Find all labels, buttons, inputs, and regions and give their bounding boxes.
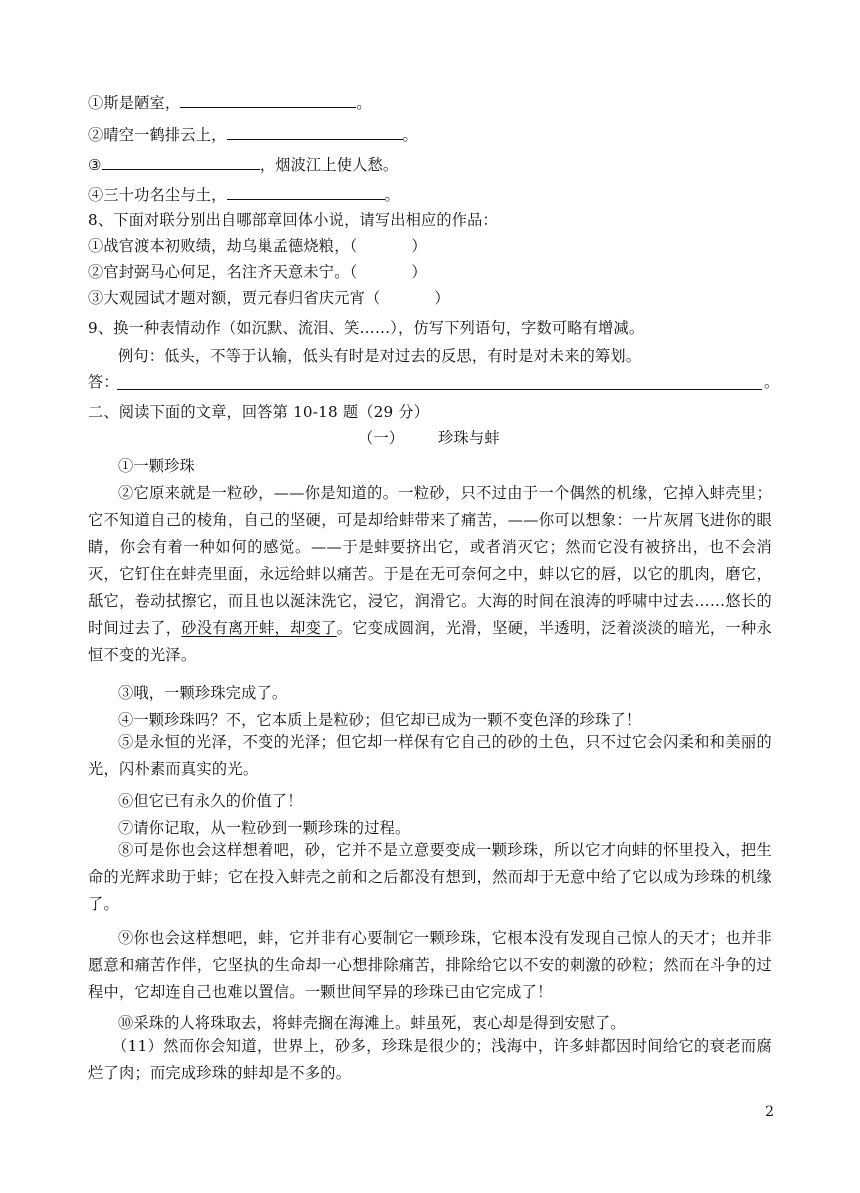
paragraph-8: ⑧可是你也会这样想着吧，砂，它并不是立意要变成一颗珍珠，所以它才向蚌的怀里投入，把生命的光辉求助于蚌；它在投入蚌壳之前和之后都没有想到，然而却于无意中给了它以成为珍珠的机缘了。 <box>88 841 772 913</box>
question-8-item-2 <box>88 262 772 282</box>
answer-blank[interactable] <box>227 184 385 200</box>
paragraph-5: ⑤是永恒的光泽，不变的光泽；但它却一样保有它自己的砂的土色，只不过它会闪柔和和美丽的光，闪朴素而真实的光。 <box>88 733 772 778</box>
paragraph-2-text: ②它原来就是一粒砂，——你是知道的。一粒砂，只不过由于一个偶然的机缘，它掉入蚌壳里；它不知道自己的棱角，自己的坚硬，可是却给蚌带来了痛苦，——你可以想象：一片灰屑飞进你的眼睛，你会有着一种如何的感觉。——于是蚌要挤出它，或者消灭它；然而它没有被挤出，也不会消灭，它钉住在蚌壳里面，永远给蚌以痛苦。于是在无可奈何之中，蚌以它的唇，以它的肌肉，磨它，舐它，卷动拭擦它，而且也以涎沫洗它，浸它，润滑它。大海的时间在浪涛的呼啸中过去……悠长的时间过去了， <box>88 484 772 637</box>
underlined-sentence: 砂没有离开蚌，却变了 <box>181 619 337 637</box>
close-paren: ） <box>411 263 427 281</box>
fill-line-1 <box>88 92 772 113</box>
section-2-title: 二、阅读下面的文章，回答第 10-18 题（29 分） <box>88 403 430 421</box>
question-9-stem: 9、换一种表情动作（如沉默、流泪、笑……），仿写下列语句，字数可略有增减。 <box>88 319 645 337</box>
paragraph-1: ①一颗珍珠 <box>118 457 195 475</box>
close-paren: ） <box>411 237 427 255</box>
paragraph-10: ⑩采珠的人将珠取去，将蚌壳搁在海滩上。蚌虽死，衷心却是得到安慰了。 <box>118 1014 626 1032</box>
fill-2-end: 。 <box>402 126 418 144</box>
page-number: 2 <box>765 1104 774 1120</box>
paragraph-4: ④一颗珍珠吗？不，它本质上是粒砂；但它却已成为一颗不变色泽的珍珠了！ <box>118 711 642 729</box>
paragraph-3: ③哦，一颗珍珠完成了。 <box>118 684 288 702</box>
article-heading <box>358 428 558 448</box>
paragraph-7: ⑦请你记取，从一粒砂到一颗珍珠的过程。 <box>118 819 411 837</box>
fill-4-text: ④三十功名尘与土， <box>88 186 227 204</box>
answer-line[interactable] <box>117 389 762 390</box>
answer-blank[interactable] <box>227 124 403 140</box>
paragraph-6: ⑥但它已有永久的价值了！ <box>118 792 303 810</box>
paragraph-11: （11）然而你会知道，世界上，砂多，珍珠是很少的；浅海中，许多蚌都因时间给它的衰老而腐烂了肉；而完成珍珠的蚌却是不多的。 <box>88 1037 772 1082</box>
question-8-item-1 <box>88 236 772 256</box>
fill-1-text: ①斯是陋室， <box>88 94 181 112</box>
fill-3-text: ③ <box>88 156 102 174</box>
fill-line-4 <box>88 184 772 205</box>
close-paren: ） <box>434 289 450 307</box>
answer-end: 。 <box>764 373 780 391</box>
fill-line-3 <box>88 154 772 175</box>
fill-4-end: 。 <box>384 186 400 204</box>
item-text: ①战官渡本初败绩，劫乌巢孟德烧粮，（ <box>88 237 358 255</box>
part-label: （一） <box>358 429 405 447</box>
question-8-item-3 <box>88 288 772 308</box>
item-text: ③大观园试才题对额，贾元春归省庆元宵（ <box>88 289 381 307</box>
item-text: ②官封弼马心何足，名注齐天意未宁。（ <box>88 263 358 281</box>
paragraph-2 <box>88 480 772 669</box>
answer-label: 答： <box>88 373 119 391</box>
question-9-example: 例句：低头，不等于认输，低头有时是对过去的反思，有时是对未来的筹划。 <box>118 347 642 365</box>
fill-3-end: ，烟波江上使人愁。 <box>259 156 399 174</box>
answer-blank[interactable] <box>180 92 356 108</box>
fill-1-end: 。 <box>356 94 372 112</box>
fill-line-2 <box>88 124 772 145</box>
article-title: 珍珠与蚌 <box>438 429 500 447</box>
fill-2-text: ②晴空一鹤排云上， <box>88 126 227 144</box>
paragraph-9: ⑨你也会这样想吧，蚌，它并非有心要制它一颗珍珠，它根本没有发现自己惊人的天才；也并非愿意和痛苦作伴，它坚执的生命却一心想排除痛苦，排除给它以不安的刺激的砂粒；然而在斗争的过程中，它却连自己也难以置信。一颗世间罕异的珍珠已由它完成了！ <box>88 929 772 1001</box>
paragraph-2-text-end: 。它变成圆润，光滑，坚硬，半透明，泛着淡淡的暗光，一种永恒不变的光泽。 <box>88 619 772 664</box>
question-8-stem: 8、下面对联分别出自哪部章回体小说，请写出相应的作品： <box>88 211 498 229</box>
answer-blank[interactable] <box>102 154 260 170</box>
